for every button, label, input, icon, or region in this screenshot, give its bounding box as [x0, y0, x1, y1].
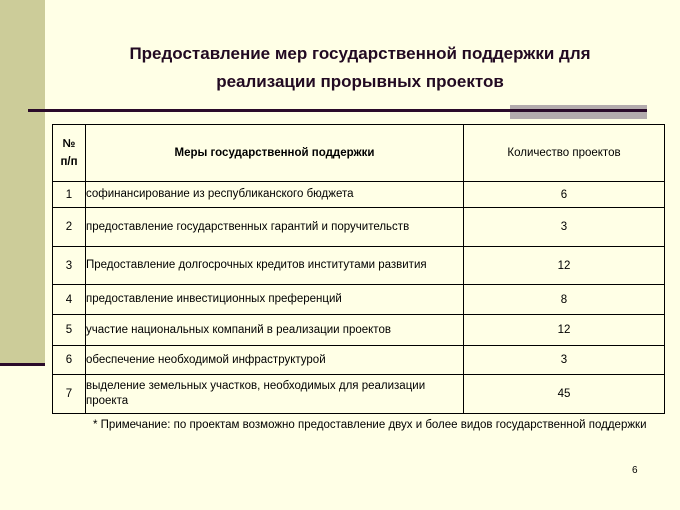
- row-count: 6: [464, 182, 665, 208]
- sidebar-accent-bar: [0, 363, 45, 366]
- row-count: 12: [464, 315, 665, 346]
- footnote: * Примечание: по проектам возможно предоставление двух и более видов государственной поддержки: [93, 419, 647, 431]
- row-count: 45: [464, 375, 665, 414]
- row-measure: выделение земельных участков, необходимых для реализации проекта: [86, 375, 464, 414]
- row-measure: софинансирование из республиканского бюджета: [86, 182, 464, 208]
- support-measures-table: [52, 124, 665, 414]
- row-number: 6: [53, 346, 86, 375]
- header-count: Количество проектов: [464, 125, 665, 182]
- title-line-2: реализации прорывных проектов: [216, 72, 504, 91]
- table-row: [53, 346, 665, 375]
- row-measure: предоставление инвестиционных преференций: [86, 285, 464, 315]
- row-measure: Предоставление долгосрочных кредитов институтами развития: [86, 247, 464, 285]
- table-row: [53, 315, 665, 346]
- header-measure: Меры государственной поддержки: [86, 125, 464, 182]
- table-row: [53, 182, 665, 208]
- page-number: 6: [632, 465, 638, 476]
- slide-title: [60, 40, 660, 96]
- title-accent-gray-bar: [510, 105, 647, 119]
- row-number: 7: [53, 375, 86, 414]
- table-header-row: [53, 125, 665, 182]
- row-number: 3: [53, 247, 86, 285]
- header-number: [53, 125, 86, 182]
- title-line-1: Предоставление мер государственной поддержки для: [129, 44, 591, 63]
- row-number: 5: [53, 315, 86, 346]
- row-number: 4: [53, 285, 86, 315]
- header-number-label: п/п: [60, 156, 78, 168]
- row-count: 12: [464, 247, 665, 285]
- row-count: 8: [464, 285, 665, 315]
- row-measure: участие национальных компаний в реализации проектов: [86, 315, 464, 346]
- row-number: 2: [53, 208, 86, 247]
- table-row: [53, 247, 665, 285]
- row-count: 3: [464, 346, 665, 375]
- table-row: [53, 285, 665, 315]
- row-number: 1: [53, 182, 86, 208]
- slide-sidebar-decoration: [0, 0, 45, 363]
- table-row: [53, 208, 665, 247]
- table-row: [53, 375, 665, 414]
- title-divider-line: [28, 109, 647, 112]
- row-count: 3: [464, 208, 665, 247]
- row-measure: обеспечение необходимой инфраструктурой: [86, 346, 464, 375]
- row-measure: предоставление государственных гарантий и поручительств: [86, 208, 464, 247]
- header-number-symbol: №: [62, 138, 76, 150]
